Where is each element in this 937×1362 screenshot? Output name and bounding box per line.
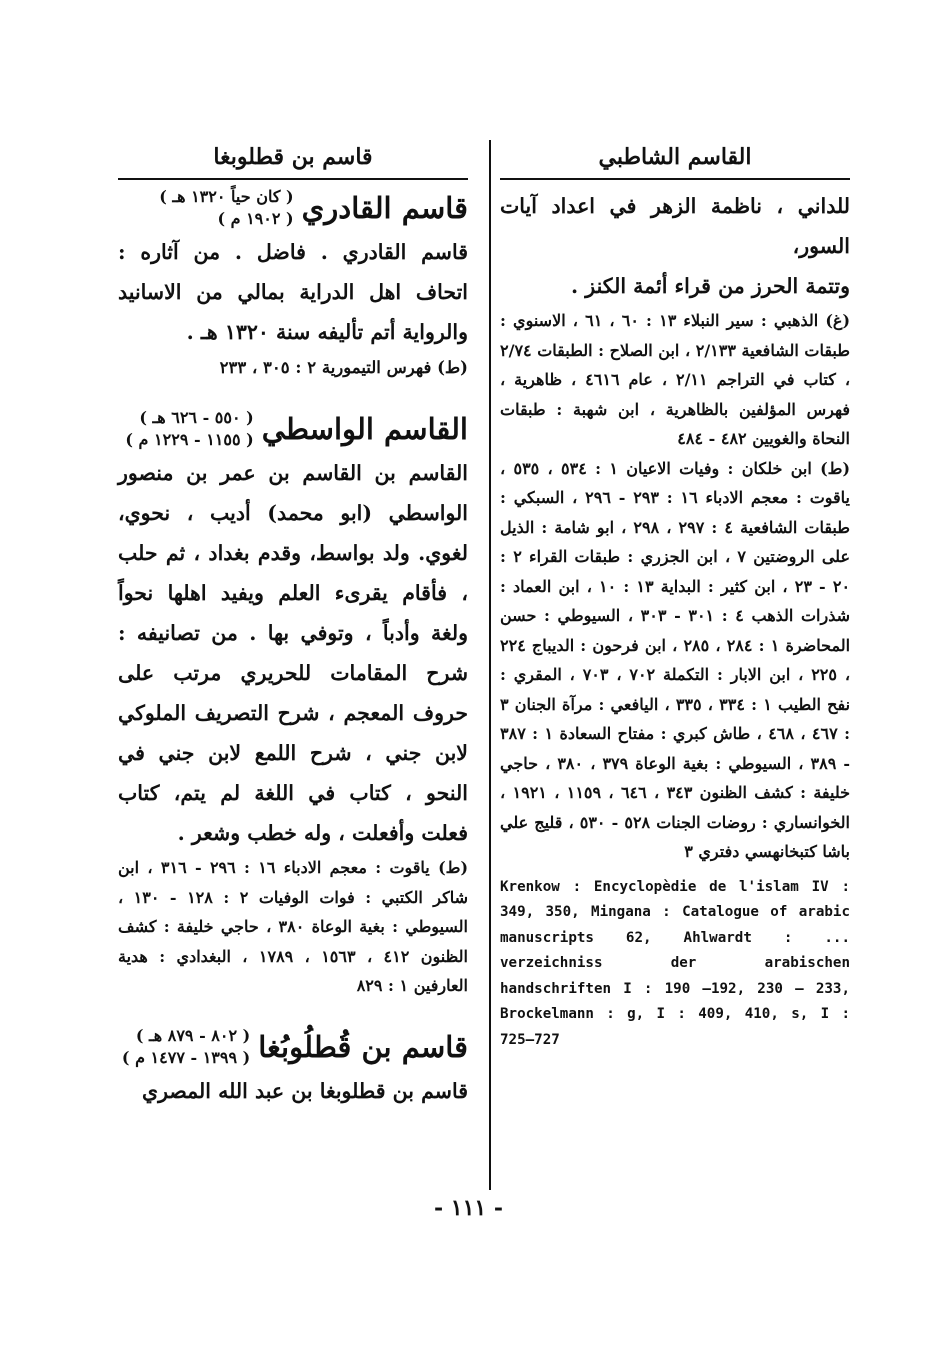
ghain-references: (غ) الذهبي : سير النبلاء ١٣ : ٦٠ ، ٦١ ، الاسنوي : طبقات الشافعية ٢/١٣٣ ، ابن الصلاح : الطبقات ٢/٧٤ ، كتاب في التراجم ٢/١١ ، عام ٤٦١٦ ، ظاهرية ، فهرس المؤلفين بالظاهرية ، ابن شهبة : طبقات النحاة والغويين ٤٨٢ - ٤٨٤ [500,311,851,448]
column-divider [489,140,491,1190]
right-column [500,140,850,1053]
entry-body: قاسم القادري . فاضل . من آثاره : اتحاف اهل الدراية بمالي من الاسانيد والرواية أتم تأليفه سنة ١٣٢٠ هـ . [118,240,468,344]
intro-line: للداني ، ناظمة الزهر في اعداد آيات السور، [500,194,850,258]
entry-body: قاسم بن قطلوبغا بن عبد الله المصري [142,1078,468,1103]
date-hijri: ( ٥٥٠ - ٦٢٦ هـ ) [139,408,254,427]
date-hijri: ( كان حياً ١٣٢٠ هـ ) [159,187,294,206]
entry-name: قاسم القادري [301,191,468,225]
right-column-heading: القاسم الشاطبي [500,140,850,180]
date-gregorian: ( ١٣٩٩ - ١٤٧٧ م ) [121,1047,251,1067]
entry-header [118,1025,468,1069]
entry-name: القاسم الواسطي [261,412,468,446]
entry-name: قاسم بن قُطلُوبُغا [258,1029,468,1064]
ta-references: (ط) ابن خلكان : وفيات الاعيان ١ : ٥٣٤ ، ٥٣٥ ، ياقوت : معجم الادباء ١٦ : ٢٩٣ - ٢٩٦ ، السبكي : طبقات الشافعية ٤ : ٢٩٧ ، ٢٩٨ ، ابو شامة : الذيل على الروضتين ٧ ، ابن الجزري : طبقات القراء ٢ : ٢٠ - ٢٣ ، ابن كثير : البداية ١٣ : ١٠ ، ابن العماد : شذرات الذهب ٤ : ٣٠١ - ٣٠٣ ، السيوطي : حسن المحاضرة ١ : ٢٨٤ ، ٢٨٥ ، ابن فرحون : الديباج ٢٢٤ ، ٢٢٥ ، ابن الابار : التكملة ٧٠٢ ، ٧٠٣ ، المقري : نفح الطيب ١ : ٣٣٤ ، ٣٣٥ ، اليافعي : مرآة الجنان ٣ : ٤٦٧ ، ٤٦٨ ، طاش كبري : مفتاح السعادة ١ : ٣٨٧ - ٣٨٩ ، السيوطي : بغية الوعاة ٣٧٩ ، ٣٨٠ ، حاجي خليفة : كشف الظنون ٣٤٣ ، ٦٤٦ ، ١١٥٩ ، ١٩٢١ ، الخوانساري : روضات الجنات ٥٢٨ - ٥٣٠ ، قليج علي باشا كتبخانهسي دفتري ٣ [500,458,851,861]
entry-header [118,186,468,230]
date-gregorian: ( ١٩٠٢ م ) [217,209,294,228]
entry-header [118,407,468,451]
intro-line: وتتمة الحرز من قراء أئمة الكنز . [570,274,850,298]
date-hijri: ( ٨٠٢ - ٨٧٩ هـ ) [135,1025,251,1045]
entry-dates [122,1025,250,1069]
left-column [118,140,468,1111]
entry-dates [125,407,253,451]
latin-references: Krenkow : Encyclopèdie de l'islam IV : 349, 350, Mingana : Catalogue of arabic manuscripts 62, Ahlwardt : ... verzeichniss der arabischen handschriften I : 190 —192, 230 — 233, Brockelmann : g, I : 409, 410, s, I : 725—727 [500,878,850,1048]
page-number: - ١١١ - [433,1195,504,1221]
date-gregorian: ( ١١٥٥ - ١٢٢٩ م ) [125,430,254,449]
left-column-heading: قاسم بن قطلوبغا [118,140,468,180]
entry-body: القاسم بن القاسم بن عمر بن منصور الواسطي (ابو محمد) أديب ، نحوي، لغوي. ولد بواسط، وقدم بغداد ، ثم حلب ، فأقام يقرىء العلم ويفيد اهلها نحواً ولغة وأدباً ، وتوفي بها . من تصانيفه : شرح المقامات للحريري مرتب على حروف المعجم ، شرح التصريف الملوكي لابن جني ، شرح اللمع لابن جني في النحو ، كتاب في اللغة لم يتم، كتاب فعلت وأفعلت ، وله خطب وشعر . [118,461,468,845]
entry-references: (ط) ياقوت : معجم الادباء ١٦ : ٢٩٦ - ٣١٦ ، ابن شاكر الكتبي : فوات الوفيات ٢ : ١٢٨ - ١٣٠ ، السيوطي : بغية الوعاة ٣٨٠ ، حاجي خليفة : كشف الظنون ٤١٢ ، ١٥٦٣ ، ١٧٨٩ ، البغدادي : هدية العارفين ١ : ٨٢٩ [118,858,469,995]
entry-references: (ط) فهرس التيمورية ٢ : ٣٠٥ ، ٢٣٣ [219,358,468,377]
entry-dates [159,186,293,230]
